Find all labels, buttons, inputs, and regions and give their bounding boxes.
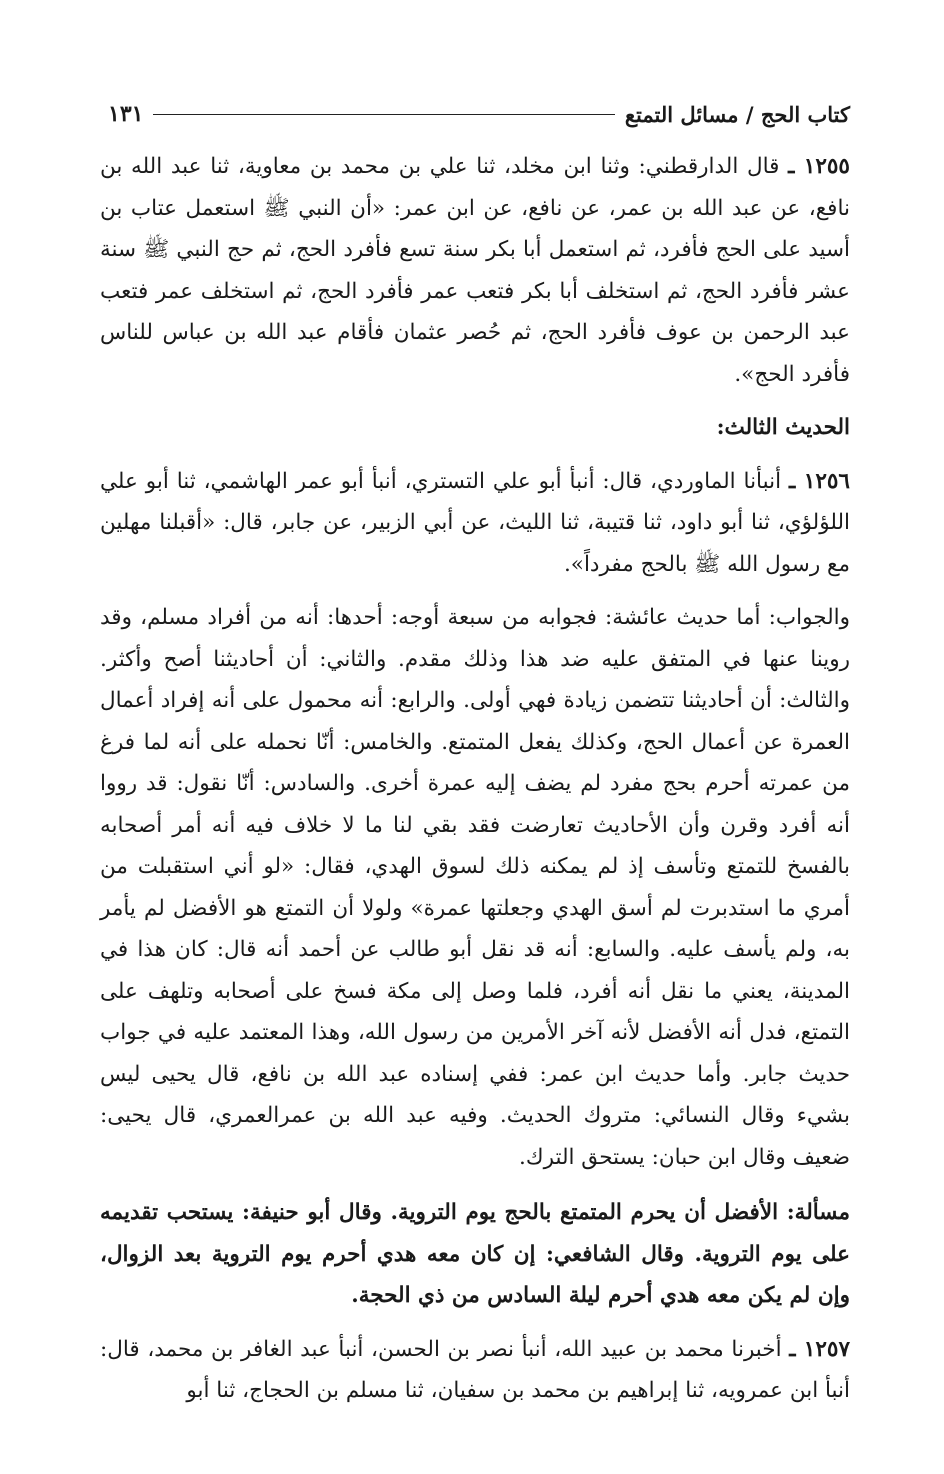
masala-paragraph: مسألة: الأفضل أن يحرم المتمتع بالحج يوم التروية. وقال أبو حنيفة: يستحب تقديمه على يوم التروية. وقال الشافعي: إن كان معه هدي أحرم يوم التروية بعد الزوال، وإن لم يكن معه هدي أحرم ليلة السادس من ذي الحجة. [100, 1200, 850, 1308]
page-header [108, 94, 850, 134]
hadith-1255 [100, 146, 850, 395]
page-number: ١٣١ [108, 101, 144, 127]
running-title: كتاب الحج / مسائل التمتع [624, 101, 850, 127]
page-body [100, 146, 850, 1412]
hadith-number: ١٢٥٦ ـ [788, 468, 850, 494]
hadith-text: أنبأنا الماوردي، قال: أنبأ أبو علي التستري، أنبأ أبو عمر الهاشمي، ثنا أبو علي اللؤلؤي، ثنا أبو داود، ثنا قتيبة، ثنا الليث، عن أبي الزبير، عن جابر، قال: «أقبلنا مهلين مع رسول الله ﷺ بالحج مفرداً». [100, 468, 850, 577]
hadith-number: ١٢٥٧ ـ [789, 1336, 850, 1362]
hadith-1256 [100, 461, 850, 586]
hadith-1257 [100, 1329, 850, 1412]
hadith-text: قال الدارقطني: وثنا ابن مخلد، ثنا علي بن محمد بن معاوية، ثنا عبد الله بن نافع، عن عبد الله بن عمر، عن نافع، عن ابن عمر: «أن النبي ﷺ استعمل عتاب بن أسيد على الحج فأفرد، ثم استعمل أبا بكر سنة تسع فأفرد الحج، ثم حج النبي ﷺ سنة عشر فأفرد الحج، ثم استخلف أبا بكر فتعب عمر فأفرد الحج، ثم استخلف عمر فتعب عبد الرحمن بن عوف فأفرد الحج، ثم حُصر عثمان فأقام عبد الله بن عباس للناس فأفرد الحج». [100, 154, 850, 387]
hadith-text: أخبرنا محمد بن عبيد الله، أنبأ نصر بن الحسن، أنبأ عبد الغافر بن محمد، قال: أنبأ ابن عمرويه، ثنا إبراهيم بن محمد بن سفيان، ثنا مسلم بن الحجاج، ثنا أبو [100, 1336, 850, 1403]
hadith-number: ١٢٥٥ ـ [788, 154, 850, 179]
section-heading: الحديث الثالث: [716, 415, 850, 440]
answer-paragraph: والجواب: أما حديث عائشة: فجوابه من سبعة أوجه: أحدها: أنه من أفراد مسلم، وقد روينا عنها في المتفق عليه ضد هذا وذلك مقدم. والثاني: أن أحاديثنا أصح وأكثر. والثالث: أن أحاديثنا تتضمن زيادة فهي أولى. والرابع: أنه محمول على أنه إفراد أعمال العمرة عن أعمال الحج، وكذلك يفعل المتمتع. والخامس: أنّا نحمله على أنه لما فرغ من عمرته أحرم بحج مفرد لم يضف إليه عمرة أخرى. والسادس: أنّا نقول: قد رووا أنه أفرد وقرن وأن الأحاديث تعارضت فقد بقي لنا ما لا خلاف فيه أنه أمر أصحابه بالفسخ للتمتع وتأسف إذ لم يمكنه ذلك لسوق الهدي، فقال: «لو أني استقبلت من أمري ما استدبرت لم أسق الهدي وجعلتها عمرة» ولولا أن التمتع هو الأفضل لم يأمر به، ولم يأسف عليه. والسابع: أنه قد نقل أبو طالب عن أحمد أنه قال: كان هذا في المدينة، يعني ما نقل أنه أفرد، فلما وصل إلى مكة فسخ على أصحابه وتلهف على التمتع، فدل أنه الأفضل لأنه آخر الأمرين من رسول الله، وهذا المعتمد عليه في جواب حديث جابر. وأما حديث ابن عمر: ففي إسناده عبد الله بن نافع، قال يحيى ليس بشيء وقال النسائي: متروك الحديث. وفيه عبد الله بن عمرالعمري، قال يحيى: ضعيف وقال ابن حبان: يستحق الترك. [100, 605, 850, 1170]
header-rule [153, 114, 614, 115]
